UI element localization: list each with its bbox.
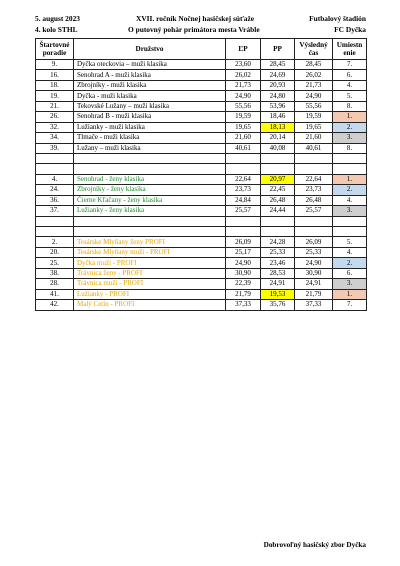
start-cell: 4. [36,174,74,184]
pp-cell: 18,46 [261,112,295,122]
start-cell: 24. [36,185,74,195]
pp-cell: 26,48 [261,195,295,205]
place-cell-third: 3. [333,133,367,143]
pp-cell-best: 20,97 [261,174,295,184]
table-row [36,122,367,132]
team-cell: Lužianky - PROFI [74,289,226,299]
team-cell: Senohrad A - muži klasika [74,70,226,80]
place-cell: 4. [333,80,367,90]
pp-cell: 25,33 [261,247,295,257]
col-pp-header: PP [261,39,295,60]
place-cell: 5. [333,91,367,101]
pp-cell-best: 19,53 [261,289,295,299]
start-cell: 25. [36,258,74,268]
start-cell: 28. [36,279,74,289]
place-cell: 6. [333,70,367,80]
table-row [36,279,367,289]
lp-cell: 24,90 [226,91,261,101]
lp-cell: 26,09 [226,237,261,247]
lp-cell: 23,73 [226,185,261,195]
table-row [36,70,367,80]
start-cell: 16. [36,70,74,80]
result-cell: 28,45 [295,60,333,70]
col-start-header: Štartovné poradie [36,39,74,60]
place-cell-first: 1. [333,174,367,184]
table-row [36,195,367,205]
result-cell: 26,09 [295,237,333,247]
start-cell: 9. [36,60,74,70]
table-row [36,185,367,195]
team-cell: Tlmače - muži klasika [74,133,226,143]
result-cell: 24,91 [295,279,333,289]
table-row [36,247,367,257]
team-cell: Senohrad B - muži klasika [74,112,226,122]
pp-cell: 24,28 [261,237,295,247]
col-result-header: Výsledný čas [295,39,333,60]
pp-cell: 24,69 [261,70,295,80]
table-row [36,80,367,90]
lp-cell: 55,56 [226,101,261,111]
team-cell: Trávnica muži - PROFI [74,279,226,289]
start-cell: 34. [36,133,74,143]
col-lp-header: ĽP [226,39,261,60]
lp-cell: 21,79 [226,289,261,299]
start-cell: 19. [36,91,74,101]
table-row [36,101,367,111]
place-cell: 7. [333,300,367,310]
col-team-header: Družstvo [74,39,226,60]
start-cell: 42. [36,300,74,310]
lp-cell: 23,60 [226,60,261,70]
table-row [36,289,367,299]
place-cell: 7. [333,60,367,70]
lp-cell: 19,59 [226,112,261,122]
pp-cell: 40,08 [261,143,295,153]
result-cell: 24,90 [295,91,333,101]
result-cell: 40,61 [295,143,333,153]
pp-cell: 20,14 [261,133,295,143]
result-cell: 19,59 [295,112,333,122]
pp-cell-best: 18,13 [261,122,295,132]
team-cell: Tesárske Mlyňany muži - PROFI [74,247,226,257]
team-cell: Dyčka muži - PROFI [74,258,226,268]
result-cell: 26,02 [295,70,333,80]
team-cell: Lužianky - muži klasika [74,122,226,132]
start-cell: 37. [36,206,74,216]
col-place-header: Umiestn enie [333,39,367,60]
table-row [36,91,367,101]
pp-cell: 20,93 [261,80,295,90]
lp-cell: 25,57 [226,206,261,216]
place-cell: 5. [333,237,367,247]
lp-cell: 19,65 [226,122,261,132]
place-cell-third: 3. [333,279,367,289]
table-row [36,258,367,268]
result-cell: 21,60 [295,133,333,143]
result-cell: 21,79 [295,289,333,299]
result-cell: 37,33 [295,300,333,310]
result-cell: 30,90 [295,268,333,278]
result-cell: 55,56 [295,101,333,111]
spacer-row [36,153,367,163]
venue-label: Futbalový štadión [309,14,366,23]
start-cell: 39. [36,143,74,153]
lp-cell: 40,61 [226,143,261,153]
pp-cell: 24,80 [261,91,295,101]
place-cell-second: 2. [333,258,367,268]
start-cell: 38. [36,268,74,278]
place-cell: 4. [333,247,367,257]
team-cell: Zbrojníky - ženy klasika [74,185,226,195]
start-cell: 18. [36,80,74,90]
table-row [36,268,367,278]
team-cell: Tesárske Mlyňany ženy PROFI [74,237,226,247]
team-cell: Lužany – muži klasika [74,143,226,153]
lp-cell: 25,17 [226,247,261,257]
pp-cell: 28,53 [261,268,295,278]
pp-cell: 24,44 [261,206,295,216]
team-cell: Čierne Kľačany - ženy klasika [74,195,226,205]
team-cell: Trávnica ženy - PROFI [74,268,226,278]
spacer-row [36,164,367,174]
pp-cell: 24,91 [261,279,295,289]
table-row [36,300,367,310]
team-cell: Zbrojníky - muži klasika [74,80,226,90]
table-row [36,143,367,153]
round-label: 4. kolo STHL [35,25,78,34]
team-cell: Tekovské Lužany – muži klasika [74,101,226,111]
start-cell: 32. [36,122,74,132]
place-cell-second: 2. [333,185,367,195]
lp-cell: 30,90 [226,268,261,278]
lp-cell: 21,60 [226,133,261,143]
start-cell: 26. [36,112,74,122]
table-row [36,174,367,184]
start-cell: 41. [36,289,74,299]
club-label: FC Dyčka [334,25,366,34]
table-row [36,237,367,247]
place-cell: 6. [333,268,367,278]
result-cell: 26,48 [295,195,333,205]
lp-cell: 21,73 [226,80,261,90]
pp-cell: 23,46 [261,258,295,268]
results-table [35,38,367,311]
lp-cell: 22,64 [226,174,261,184]
table-row [36,133,367,143]
team-cell: Lužianky - ženy klasika [74,206,226,216]
pp-cell: 28,45 [261,60,295,70]
team-cell: Senohrad - ženy klasika [74,174,226,184]
start-cell: 21. [36,101,74,111]
start-cell: 20. [36,247,74,257]
event-date: 5. august 2023 [35,14,80,23]
result-cell: 22,64 [295,174,333,184]
pp-cell: 22,45 [261,185,295,195]
competition-subtitle: O putovný pohár primátora mesta Vráble [128,25,260,34]
lp-cell: 24,90 [226,258,261,268]
place-cell: 4. [333,195,367,205]
table-header-row [36,39,367,60]
place-cell-first: 1. [333,289,367,299]
place-cell: 8. [333,143,367,153]
team-cell: Malý Cetín - PROFI [74,300,226,310]
result-cell: 19,65 [295,122,333,132]
lp-cell: 24,84 [226,195,261,205]
place-cell-first: 1. [333,112,367,122]
start-cell: 2. [36,237,74,247]
result-cell: 23,73 [295,185,333,195]
team-cell: Dyčka oteckovia – muži klasika [74,60,226,70]
table-row [36,206,367,216]
place-cell-second: 2. [333,122,367,132]
result-cell: 24,90 [295,258,333,268]
competition-title: XVII. ročník Nočnej hasičskej súťaže [136,14,255,23]
result-cell: 25,33 [295,247,333,257]
team-cell: Dyčka - muži klasika [74,91,226,101]
place-cell: 8. [333,101,367,111]
result-cell: 21,73 [295,80,333,90]
result-cell: 25,57 [295,206,333,216]
place-cell-third: 3. [333,206,367,216]
spacer-row [36,216,367,226]
footer-organizer: Dobrovoľný hasičský zbor Dyčka [263,541,366,549]
lp-cell: 37,33 [226,300,261,310]
start-cell: 36. [36,195,74,205]
pp-cell: 35,76 [261,300,295,310]
lp-cell: 22,39 [226,279,261,289]
table-row [36,60,367,70]
pp-cell: 53,96 [261,101,295,111]
spacer-row [36,227,367,237]
table-row [36,112,367,122]
lp-cell: 26,02 [226,70,261,80]
